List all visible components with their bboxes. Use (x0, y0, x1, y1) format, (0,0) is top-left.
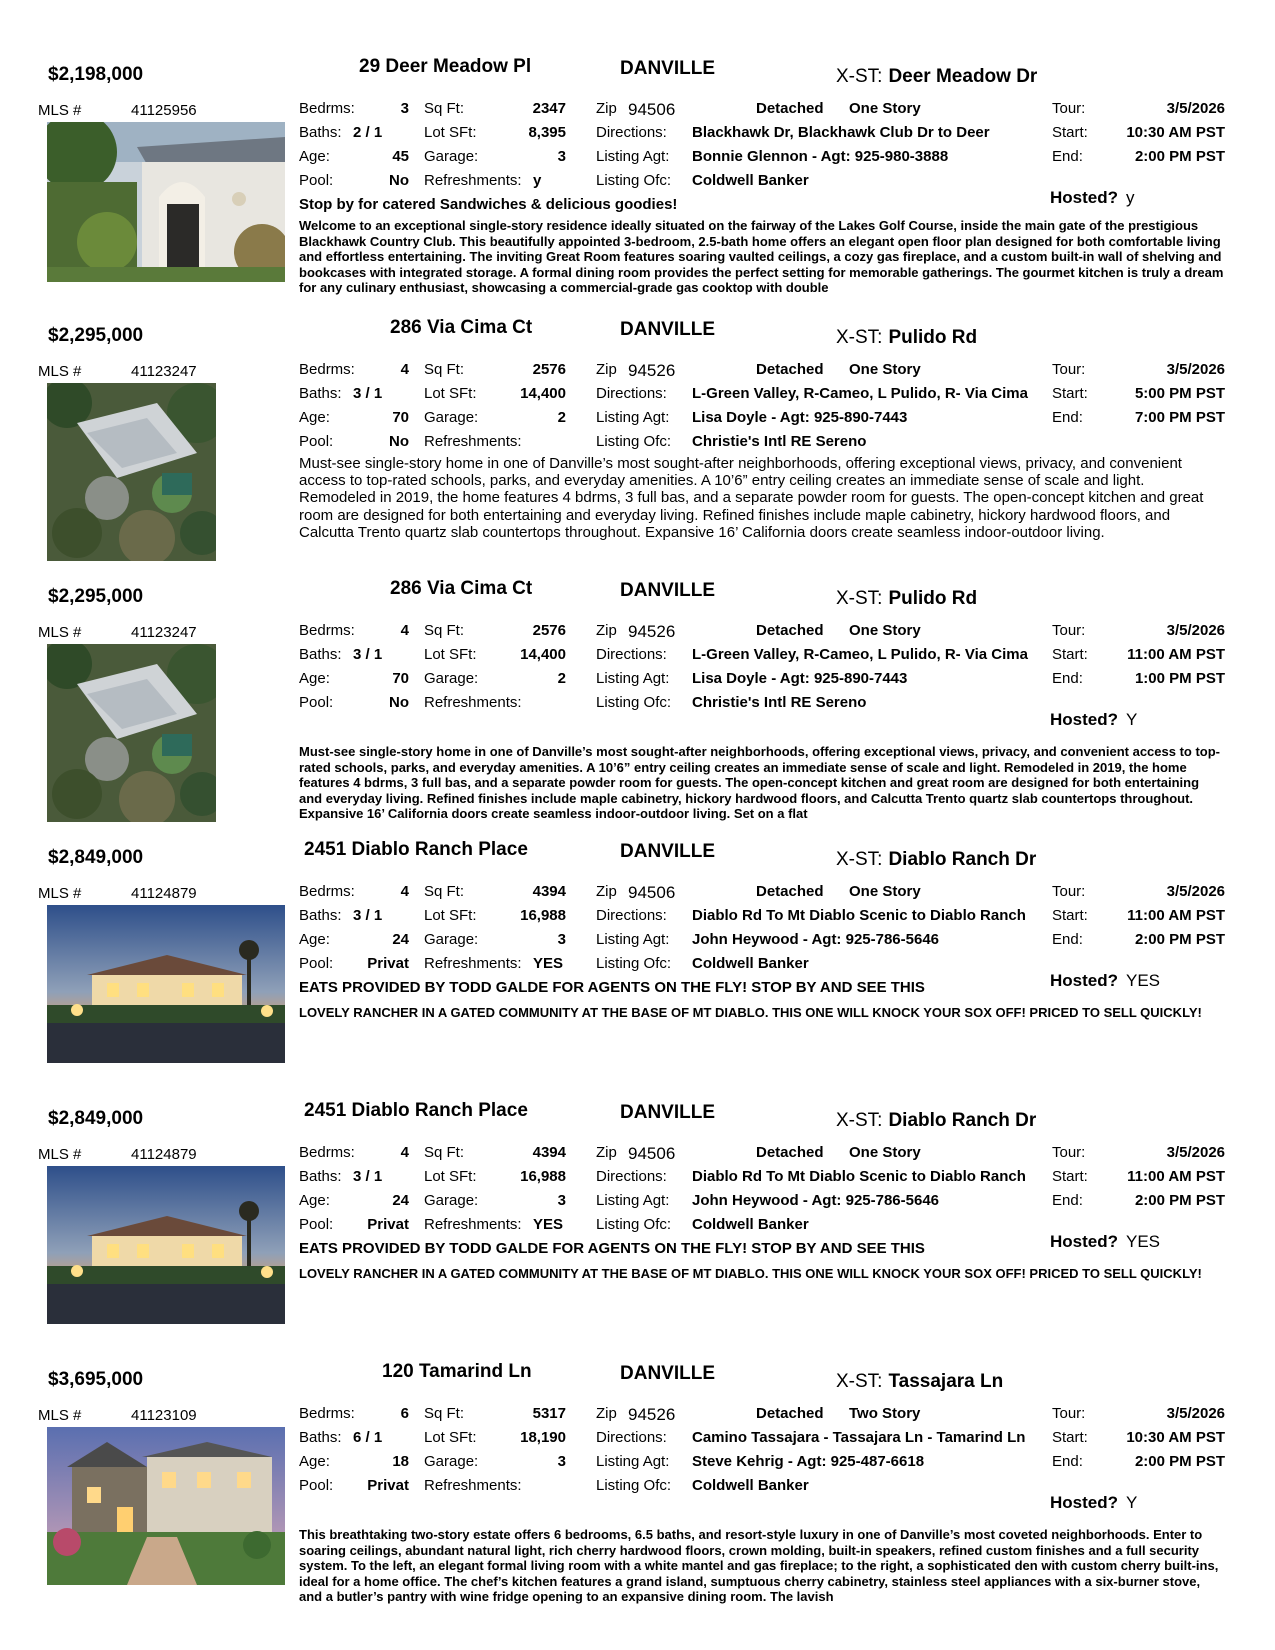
end-label: End: (1052, 931, 1083, 948)
end-time: 2:00 PM PST (1134, 1453, 1225, 1470)
office-value: Coldwell Banker (692, 172, 809, 189)
hosted-label: Hosted? (1050, 710, 1118, 729)
start-time: 5:00 PM PST (1134, 385, 1225, 402)
price: $2,849,000 (48, 1108, 144, 1129)
refreshments-value: y (533, 172, 542, 189)
age-label: Age: (299, 148, 330, 165)
type-value: Detached (756, 883, 824, 900)
office-label: Listing Ofc: (596, 172, 672, 189)
office-value: Coldwell Banker (692, 1477, 809, 1494)
age-label: Age: (299, 670, 330, 687)
age-value: 24 (392, 1192, 409, 1209)
address: 286 Via Cima Ct (390, 317, 533, 338)
story-value: One Story (849, 100, 921, 117)
bedrms-value: 3 (400, 100, 409, 117)
office-label: Listing Ofc: (596, 694, 672, 711)
xst-label: X-ST: (836, 849, 883, 870)
aerial-photo (47, 383, 216, 561)
end-label: End: (1052, 409, 1083, 426)
garage-value: 3 (557, 1192, 566, 1209)
end-label: End: (1052, 670, 1083, 687)
pool-value: No (389, 694, 409, 711)
lotsft-value: 14,400 (520, 646, 566, 663)
pool-label: Pool: (299, 694, 334, 711)
zip-label: Zip (596, 100, 617, 117)
sqft-value: 5317 (532, 1405, 566, 1422)
pool-label: Pool: (299, 433, 334, 450)
agent-value: Steve Kehrig - Agt: 925-487-6618 (692, 1453, 925, 1470)
hosted-value: YES (1126, 1232, 1161, 1251)
hosted (1050, 188, 1135, 208)
city: DANVILLE (620, 841, 715, 862)
sqft-label: Sq Ft: (424, 361, 465, 378)
dusk-house-photo (47, 905, 285, 1063)
start-label: Start: (1052, 124, 1088, 141)
listing-card (0, 1345, 1275, 1610)
agent-label: Listing Agt: (596, 670, 670, 687)
listing-card (0, 40, 1275, 296)
zip-value: 94506 (628, 100, 676, 119)
agent-label: Listing Agt: (596, 931, 670, 948)
bedrms-value: 4 (400, 883, 409, 900)
directions-label: Directions: (596, 1168, 667, 1185)
mls-number: 41123247 (131, 624, 197, 641)
sqft-value: 4394 (532, 883, 566, 900)
listing-description: Must-see single-story home in one of Danville’s most sought-after neighborhoods, offering exceptional views, privacy, and convenient access to top-rated schools, parks, and everyday amenities. A 10’6” entry ceiling creates an immediate sense of scale and light. Remodeled in 2019, the home features 4 bdrms, 3 full bas, and a separate powder room for guests. The open-concept kitchen and great room are designed for both entertaining and everyday living. Refined finishes include maple cabinetry, hickory hardwood floors, and Calcutta Trento quartz slab countertops throughout. Expansive 16’ California doors create seamless indoor-outdoor living. (299, 455, 1204, 541)
zip-value: 94526 (628, 361, 676, 380)
agent-value: Lisa Doyle - Agt: 925-890-7443 (692, 670, 908, 687)
tour-label: Tour: (1052, 622, 1086, 639)
start-label: Start: (1052, 646, 1088, 663)
bedrms-value: 4 (400, 1144, 409, 1161)
refreshments-label: Refreshments: (424, 694, 522, 711)
property-photo (47, 1166, 285, 1324)
baths-label: Baths: (299, 124, 342, 141)
bedrms-label: Bedrms: (299, 883, 355, 900)
pool-value: No (389, 172, 409, 189)
age-label: Age: (299, 1192, 330, 1209)
lotsft-value: 18,190 (520, 1429, 566, 1446)
garage-label: Garage: (424, 1192, 479, 1209)
end-time: 2:00 PM PST (1134, 148, 1225, 165)
pool-value: Privat (367, 1477, 409, 1494)
tour-date: 3/5/2026 (1166, 1144, 1225, 1161)
zip-value: 94506 (628, 1144, 676, 1163)
directions-label: Directions: (596, 1429, 667, 1446)
tour-label: Tour: (1052, 883, 1086, 900)
xst-label: X-ST: (836, 1110, 883, 1131)
listing-description: Must-see single-story home in one of Danville’s most sought-after neighborhoods, offering exceptional views, privacy, and convenient access to top-rated schools, parks, and everyday amenities. A 10’6” entry ceiling creates an immediate sense of scale and light. Remodeled in 2019, the home features 4 bdrms, 3 full bas, and a separate powder room for guests. The open-concept kitchen and great room are designed for both entertaining and everyday living. Refined finishes include maple cabinetry, hickory hardwood floors, and Calcutta Trento quartz slab countertops throughout. Expansive 16’ California doors create seamless indoor-outdoor living. Set on a flat (299, 744, 1221, 822)
bedrms-label: Bedrms: (299, 361, 355, 378)
dusk-house-photo (47, 1166, 285, 1324)
cross-street (836, 66, 1037, 88)
office-label: Listing Ofc: (596, 1477, 672, 1494)
bedrms-label: Bedrms: (299, 622, 355, 639)
zip-label: Zip (596, 361, 617, 378)
age-value: 24 (392, 931, 409, 948)
price: $2,849,000 (48, 847, 144, 868)
tour-date: 3/5/2026 (1166, 1405, 1225, 1422)
garage-label: Garage: (424, 931, 479, 948)
type-value: Detached (756, 361, 824, 378)
directions-label: Directions: (596, 385, 667, 402)
listing-description: This breathtaking two-story estate offers 6 bedrooms, 6.5 baths, and resort-style luxury in one of Danville’s most coveted neighborhoods. Enter to soaring ceilings, abundant natural light, rich cherry hardwood floors, crown molding, built-in speakers, refined custom finishes and a full security system. To the left, an elegant formal living room with a white mantel and gas fireplace; to the right, a sophisticated den with custom cherry built-ins, ideal for a home office. The chef’s kitchen features a grand island, sumptuous cherry cabinetry, stainless steel appliances with a six-burner stove, and a butler’s pantry with wine fridge opening to an expansive dining room. The lavish (299, 1527, 1219, 1605)
garage-label: Garage: (424, 148, 479, 165)
hosted-value: YES (1126, 971, 1161, 990)
bedrms-label: Bedrms: (299, 100, 355, 117)
baths-label: Baths: (299, 385, 342, 402)
pool-label: Pool: (299, 1477, 334, 1494)
garage-label: Garage: (424, 1453, 479, 1470)
lotsft-value: 16,988 (520, 907, 566, 924)
story-value: One Story (849, 883, 921, 900)
property-photo (47, 644, 216, 822)
zip-label: Zip (596, 1405, 617, 1422)
lotsft-label: Lot SFt: (424, 646, 477, 663)
listing-card (0, 823, 1275, 1071)
sqft-label: Sq Ft: (424, 1405, 465, 1422)
end-label: End: (1052, 1192, 1083, 1209)
hosted (1050, 1232, 1160, 1252)
lotsft-value: 14,400 (520, 385, 566, 402)
sqft-value: 2347 (532, 100, 566, 117)
listing-note: EATS PROVIDED BY TODD GALDE FOR AGENTS ON THE FLY! STOP BY AND SEE THIS (299, 1240, 925, 1257)
start-label: Start: (1052, 907, 1088, 924)
directions-value: Camino Tassajara - Tassajara Ln - Tamarind Ln (692, 1429, 1026, 1446)
garage-value: 2 (557, 670, 566, 687)
lotsft-label: Lot SFt: (424, 907, 477, 924)
city: DANVILLE (620, 319, 715, 340)
bedrms-label: Bedrms: (299, 1144, 355, 1161)
agent-value: John Heywood - Agt: 925-786-5646 (692, 931, 940, 948)
property-photo (47, 383, 216, 561)
refreshments-label: Refreshments: (424, 1477, 522, 1494)
refreshments-label: Refreshments: (424, 172, 522, 189)
tour-date: 3/5/2026 (1166, 622, 1225, 639)
bedrms-value: 6 (400, 1405, 409, 1422)
directions-value: L-Green Valley, R-Cameo, L Pulido, R- Via Cima (692, 385, 1028, 402)
mls-label: MLS # (38, 363, 82, 380)
tour-date: 3/5/2026 (1166, 361, 1225, 378)
listing-card (0, 301, 1275, 549)
listing-description: Welcome to an exceptional single-story residence ideally situated on the fairway of the Lakes Golf Course, inside the main gate of the prestigious Blackhawk Country Club. This beautifully appointed 3-bedroom, 2.5-bath home offers an elegant open floor plan designed for both comfortable living and effortless entertaining. The inviting Great Room features soaring vaulted ceilings, a cozy gas fireplace, and a custom built-in wall of shelving and bookcases with integrated storage. A formal dining room provides the perfect setting for memorable gatherings. The gourmet kitchen is truly a dream for any culinary enthusiast, showcasing a commercial-grade gas cooktop with double (299, 218, 1224, 296)
hosted-value: Y (1126, 1493, 1138, 1512)
sqft-label: Sq Ft: (424, 1144, 465, 1161)
directions-label: Directions: (596, 646, 667, 663)
directions-value: Diablo Rd To Mt Diablo Scenic to Diablo Ranch (692, 1168, 1026, 1185)
story-value: One Story (849, 622, 921, 639)
two-story-house-photo (47, 1427, 285, 1585)
pool-value: Privat (367, 955, 409, 972)
zip-label: Zip (596, 1144, 617, 1161)
tour-date: 3/5/2026 (1166, 100, 1225, 117)
zip-value: 94526 (628, 1405, 676, 1424)
hosted-label: Hosted? (1050, 1493, 1118, 1512)
lotsft-label: Lot SFt: (424, 1429, 477, 1446)
pool-value: No (389, 433, 409, 450)
address: 29 Deer Meadow Pl (359, 56, 532, 77)
start-time: 11:00 AM PST (1127, 1168, 1225, 1185)
start-time: 11:00 AM PST (1127, 907, 1225, 924)
age-label: Age: (299, 931, 330, 948)
lotsft-label: Lot SFt: (424, 1168, 477, 1185)
directions-value: Blackhawk Dr, Blackhawk Club Dr to Deer (692, 124, 990, 141)
mls-label: MLS # (38, 1146, 82, 1163)
refreshments-label: Refreshments: (424, 1216, 522, 1233)
xst-value: Pulido Rd (888, 588, 978, 609)
baths-label: Baths: (299, 646, 342, 663)
start-time: 10:30 AM PST (1126, 1429, 1225, 1446)
tour-label: Tour: (1052, 1144, 1086, 1161)
lotsft-label: Lot SFt: (424, 385, 477, 402)
listing-card (0, 562, 1275, 822)
tour-label: Tour: (1052, 100, 1086, 117)
property-photo (47, 1427, 285, 1585)
baths-value: 6 / 1 (353, 1429, 383, 1446)
office-value: Coldwell Banker (692, 955, 809, 972)
mls-label: MLS # (38, 624, 82, 641)
zip-label: Zip (596, 622, 617, 639)
lotsft-value: 16,988 (520, 1168, 566, 1185)
aerial-photo (47, 644, 216, 822)
hosted-label: Hosted? (1050, 188, 1118, 207)
mls-number: 41124879 (131, 1146, 197, 1163)
start-label: Start: (1052, 1429, 1088, 1446)
listing-note: EATS PROVIDED BY TODD GALDE FOR AGENTS ON THE FLY! STOP BY AND SEE THIS (299, 979, 925, 996)
baths-value: 3 / 1 (353, 907, 383, 924)
mls-number: 41124879 (131, 885, 197, 902)
sqft-label: Sq Ft: (424, 100, 465, 117)
age-label: Age: (299, 409, 330, 426)
age-value: 70 (392, 409, 409, 426)
agent-value: John Heywood - Agt: 925-786-5646 (692, 1192, 940, 1209)
listing-description: LOVELY RANCHER IN A GATED COMMUNITY AT THE BASE OF MT DIABLO. THIS ONE WILL KNOCK YOUR SOX OFF! PRICED TO SELL QUICKLY! (299, 1005, 1202, 1020)
zip-label: Zip (596, 883, 617, 900)
mls-number: 41125956 (131, 102, 197, 119)
address: 2451 Diablo Ranch Place (304, 1100, 528, 1121)
hosted-value: Y (1126, 710, 1138, 729)
baths-label: Baths: (299, 907, 342, 924)
xst-value: Diablo Ranch Dr (888, 1110, 1037, 1131)
xst-value: Pulido Rd (888, 327, 978, 348)
end-label: End: (1052, 1453, 1083, 1470)
mls-number: 41123247 (131, 363, 197, 380)
price: $3,695,000 (48, 1369, 144, 1390)
lotsft-value: 8,395 (528, 124, 566, 141)
baths-value: 3 / 1 (353, 385, 383, 402)
agent-value: Bonnie Glennon - Agt: 925-980-3888 (692, 148, 949, 165)
refreshments-label: Refreshments: (424, 955, 522, 972)
start-time: 11:00 AM PST (1127, 646, 1225, 663)
age-value: 45 (392, 148, 409, 165)
garage-label: Garage: (424, 670, 479, 687)
lotsft-label: Lot SFt: (424, 124, 477, 141)
pool-label: Pool: (299, 955, 334, 972)
cross-street (836, 1110, 1036, 1132)
baths-value: 2 / 1 (353, 124, 383, 141)
directions-value: Diablo Rd To Mt Diablo Scenic to Diablo Ranch (692, 907, 1026, 924)
listing-note: Stop by for catered Sandwiches & delicious goodies! (299, 196, 678, 213)
end-time: 2:00 PM PST (1134, 1192, 1225, 1209)
price: $2,295,000 (48, 586, 144, 607)
hosted (1050, 710, 1137, 730)
directions-value: L-Green Valley, R-Cameo, L Pulido, R- Via Cima (692, 646, 1028, 663)
hosted-label: Hosted? (1050, 971, 1118, 990)
address: 120 Tamarind Ln (382, 1361, 532, 1382)
end-label: End: (1052, 148, 1083, 165)
property-photo (47, 122, 285, 282)
end-time: 2:00 PM PST (1134, 931, 1225, 948)
refreshments-value: YES (533, 955, 564, 972)
mls-label: MLS # (38, 102, 82, 119)
house-entry-photo (47, 122, 285, 282)
office-value: Coldwell Banker (692, 1216, 809, 1233)
mls-label: MLS # (38, 885, 82, 902)
start-time: 10:30 AM PST (1126, 124, 1225, 141)
type-value: Detached (756, 100, 824, 117)
city: DANVILLE (620, 580, 715, 601)
office-label: Listing Ofc: (596, 955, 672, 972)
pool-label: Pool: (299, 172, 334, 189)
office-value: Christie's Intl RE Sereno (692, 694, 867, 711)
end-time: 7:00 PM PST (1134, 409, 1225, 426)
city: DANVILLE (620, 58, 715, 79)
agent-label: Listing Agt: (596, 1453, 670, 1470)
bedrms-value: 4 (400, 361, 409, 378)
office-label: Listing Ofc: (596, 433, 672, 450)
xst-label: X-ST: (836, 1371, 883, 1392)
hosted-label: Hosted? (1050, 1232, 1118, 1251)
age-value: 70 (392, 670, 409, 687)
xst-label: X-ST: (836, 588, 883, 609)
garage-value: 3 (557, 1453, 566, 1470)
zip-value: 94506 (628, 883, 676, 902)
cross-street (836, 1371, 1003, 1393)
property-photo (47, 905, 285, 1063)
address: 286 Via Cima Ct (390, 578, 533, 599)
cross-street (836, 849, 1036, 871)
hosted (1050, 971, 1160, 991)
garage-label: Garage: (424, 409, 479, 426)
city: DANVILLE (620, 1102, 715, 1123)
agent-label: Listing Agt: (596, 148, 670, 165)
office-label: Listing Ofc: (596, 1216, 672, 1233)
hosted (1050, 1493, 1137, 1513)
mls-number: 41123109 (131, 1407, 197, 1424)
age-value: 18 (392, 1453, 409, 1470)
baths-label: Baths: (299, 1168, 342, 1185)
sqft-value: 2576 (532, 361, 566, 378)
garage-value: 3 (557, 931, 566, 948)
xst-label: X-ST: (836, 66, 883, 87)
agent-value: Lisa Doyle - Agt: 925-890-7443 (692, 409, 908, 426)
xst-value: Diablo Ranch Dr (888, 849, 1037, 870)
age-label: Age: (299, 1453, 330, 1470)
price: $2,295,000 (48, 325, 144, 346)
sqft-value: 2576 (532, 622, 566, 639)
baths-label: Baths: (299, 1429, 342, 1446)
directions-label: Directions: (596, 124, 667, 141)
refreshments-label: Refreshments: (424, 433, 522, 450)
sqft-value: 4394 (532, 1144, 566, 1161)
directions-label: Directions: (596, 907, 667, 924)
price: $2,198,000 (48, 64, 144, 85)
garage-value: 2 (557, 409, 566, 426)
type-value: Detached (756, 622, 824, 639)
start-label: Start: (1052, 1168, 1088, 1185)
bedrms-value: 4 (400, 622, 409, 639)
cross-street (836, 327, 977, 349)
story-value: Two Story (849, 1405, 921, 1422)
story-value: One Story (849, 361, 921, 378)
tour-date: 3/5/2026 (1166, 883, 1225, 900)
listing-card (0, 1084, 1275, 1332)
tour-label: Tour: (1052, 361, 1086, 378)
office-value: Christie's Intl RE Sereno (692, 433, 867, 450)
pool-value: Privat (367, 1216, 409, 1233)
agent-label: Listing Agt: (596, 1192, 670, 1209)
agent-label: Listing Agt: (596, 409, 670, 426)
cross-street (836, 588, 977, 610)
sqft-label: Sq Ft: (424, 622, 465, 639)
mls-label: MLS # (38, 1407, 82, 1424)
pool-label: Pool: (299, 1216, 334, 1233)
type-value: Detached (756, 1144, 824, 1161)
tour-label: Tour: (1052, 1405, 1086, 1422)
listing-description: LOVELY RANCHER IN A GATED COMMUNITY AT THE BASE OF MT DIABLO. THIS ONE WILL KNOCK YOUR SOX OFF! PRICED TO SELL QUICKLY! (299, 1266, 1202, 1281)
address: 2451 Diablo Ranch Place (304, 839, 528, 860)
baths-value: 3 / 1 (353, 646, 383, 663)
xst-value: Tassajara Ln (888, 1371, 1004, 1392)
hosted-value: y (1126, 188, 1135, 207)
xst-label: X-ST: (836, 327, 883, 348)
bedrms-label: Bedrms: (299, 1405, 355, 1422)
city: DANVILLE (620, 1363, 715, 1384)
story-value: One Story (849, 1144, 921, 1161)
xst-value: Deer Meadow Dr (888, 66, 1038, 87)
sqft-label: Sq Ft: (424, 883, 465, 900)
baths-value: 3 / 1 (353, 1168, 383, 1185)
refreshments-value: YES (533, 1216, 564, 1233)
start-label: Start: (1052, 385, 1088, 402)
zip-value: 94526 (628, 622, 676, 641)
end-time: 1:00 PM PST (1134, 670, 1225, 687)
type-value: Detached (756, 1405, 824, 1422)
garage-value: 3 (557, 148, 566, 165)
